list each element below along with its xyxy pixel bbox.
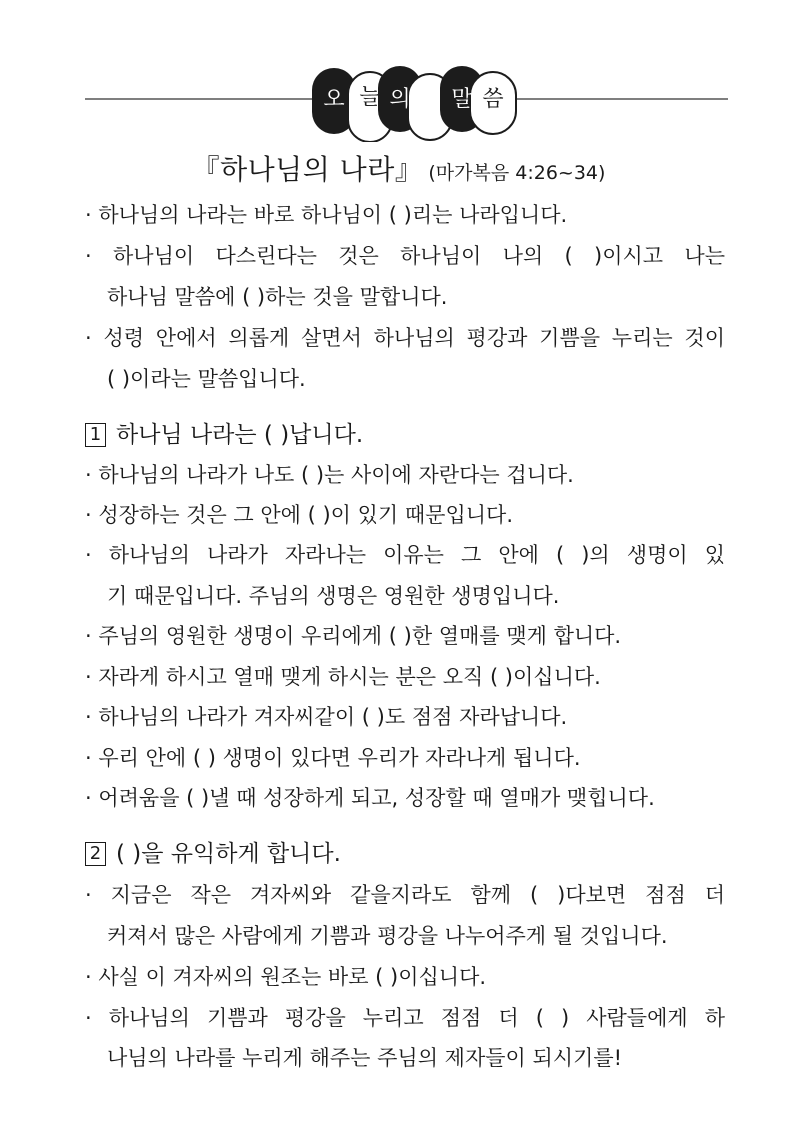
intro-line-3: 하나님 말씀에 ( )하는 것을 말합니다. (107, 285, 448, 309)
section-1-line-7: · 하나님의 나라가 겨자씨같이 ( )도 점점 자라납니다. (85, 705, 568, 729)
intro-line-2: · 하나님이 다스린다는 것은 하나님이 나의 ( )이시고 나는 (85, 244, 725, 268)
section-1-line-2: · 성장하는 것은 그 안에 ( )이 있기 때문입니다. (85, 503, 513, 527)
section-1-line-9: · 어려움을 ( )낼 때 성장하게 되고, 성장할 때 열매가 맺힙니다. (85, 786, 655, 810)
intro-line-4: · 성령 안에서 의롭게 살면서 하나님의 평강과 기쁨을 누리는 것이 (85, 326, 725, 350)
banner-char-4: 말 (451, 87, 473, 112)
intro-line-1: · 하나님의 나라는 바로 하나님이 ( )리는 나라입니다. (85, 203, 568, 227)
section-1-heading-text: 하나님 나라는 ( )납니다. (116, 422, 364, 448)
section-1-line-3: · 하나님의 나라가 자라나는 이유는 그 안에 ( )의 생명이 있 (85, 543, 725, 567)
header-banner (0, 62, 797, 142)
page-title (0, 148, 797, 188)
section-2-line-5: 나님의 나라를 누리게 해주는 주님의 제자들이 되시기를! (107, 1046, 623, 1070)
section-1-line-6: · 자라게 하시고 열매 맺게 하시는 분은 오직 ( )이십니다. (85, 665, 601, 689)
section-1-line-4: 기 때문입니다. 주님의 생명은 영원한 생명입니다. (107, 584, 560, 608)
banner-char-1: 오 (323, 87, 345, 112)
section-1-number: 1 (85, 423, 106, 447)
title-main: 『하나님의 나라』 (191, 153, 424, 186)
section-2-line-4: · 하나님의 기쁨과 평강을 누리고 점점 더 ( ) 사람들에게 하 (85, 1006, 725, 1030)
section-1-line-8: · 우리 안에 ( ) 생명이 있다면 우리가 자라나게 됩니다. (85, 746, 581, 770)
section-2-heading-text: ( )을 유익하게 합니다. (116, 841, 341, 867)
intro-line-5: ( )이라는 말씀입니다. (107, 367, 306, 391)
section-2-number: 2 (85, 842, 106, 866)
banner-char-2: 늘 (359, 85, 381, 110)
section-1-heading (85, 419, 363, 451)
section-1-line-1: · 하나님의 나라가 나도 ( )는 사이에 자란다는 겁니다. (85, 463, 574, 487)
section-2-line-1: · 지금은 작은 겨자씨와 같을지라도 함께 ( )다보면 점점 더 (85, 883, 725, 907)
section-1-line-5: · 주님의 영원한 생명이 우리에게 ( )한 열매를 맺게 합니다. (85, 624, 622, 648)
banner-char-3: 의 (389, 87, 411, 112)
banner-char-5: 씀 (482, 87, 504, 112)
section-2-line-2: 커져서 많은 사람에게 기쁨과 평강을 나누어주게 될 것입니다. (107, 924, 668, 948)
section-2-heading (85, 838, 341, 870)
title-reference: (마가복음 4:26~34) (428, 162, 606, 184)
section-2-line-3: · 사실 이 겨자씨의 원조는 바로 ( )이십니다. (85, 965, 487, 989)
